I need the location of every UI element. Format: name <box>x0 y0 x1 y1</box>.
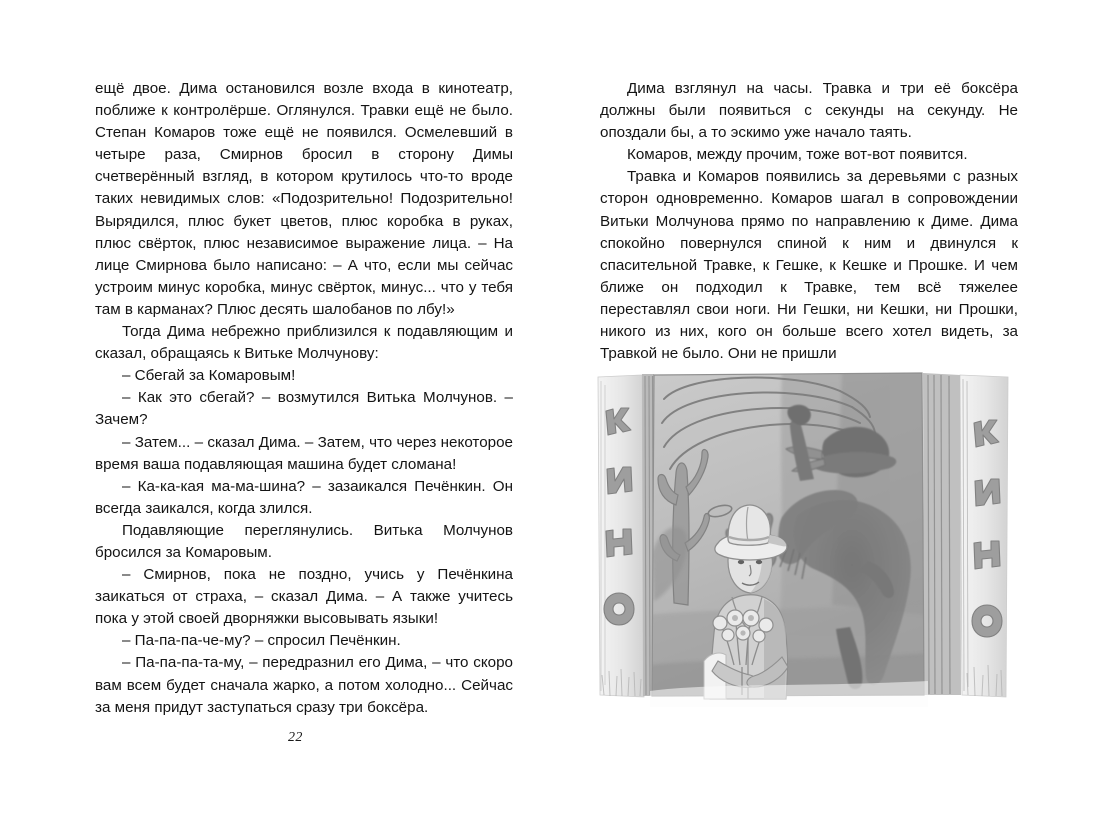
left-text-column <box>95 78 513 719</box>
page-number: 22 <box>288 730 303 745</box>
illustration-svg <box>592 365 1012 707</box>
paragraph: – Па-па-па-та-му, – передразнил его Дима, – что скоро вам всем будет сначала жарко, а потом холодно... Сейчас за меня придут заступаться сразу три боксёра. <box>95 654 513 716</box>
paragraph: – Ка-ка-кая ма-ма-шина? – зазаикался Печёнкин. Он всегда заикался, когда злился. <box>95 477 513 517</box>
paragraph: Травка и Комаров появились за деревьями с разных сторон одновременно. Комаров шагал в сопровождении Витьки Молчунова прямо по направлению к Диме. Дима спокойно повернулся спиной к ним и двинулся к спасительной Травке, к Гешке, к Кешке и Прошке. И чем ближе он подходил к Травке, тем всё тяжелее переставлял свои ноги. Ни Гешки, ни Кешки, ни Прошки, никого из них, кого он больше всего хотел видеть, за Травкой не было. Они не пришли <box>600 168 1018 363</box>
cinema-illustration <box>592 365 1012 707</box>
paragraph: Подавляющие переглянулись. Витька Молчунов бросился за Комаровым. <box>95 521 513 561</box>
paragraph: – Затем... – сказал Дима. – Затем, что через некоторое время ваша подавляющая машина будет сломана! <box>95 433 513 473</box>
paragraph: – Сбегай за Комаровым! <box>122 367 296 385</box>
paragraph: – Смирнов, пока не поздно, учись у Печёнкина заикаться от страха, – сказал Дима. – А также учитесь пока у этой своей дворняжки высовывать языки! <box>95 566 513 628</box>
paper-grain <box>592 365 1012 707</box>
paragraph: Тогда Дима небрежно приблизился к подавляющим и сказал, обращаясь к Витьке Молчунову: <box>95 323 513 363</box>
paragraph: Комаров, между прочим, тоже вот-вот появится. <box>627 146 968 164</box>
paragraph: – Как это сбегай? – возмутился Витька Молчунов. – Зачем? <box>95 389 513 429</box>
right-text-column <box>600 78 1018 365</box>
paragraph: ещё двое. Дима остановился возле входа в кинотеатр, поближе к контролёрше. Оглянулся. Травки ещё не было. Степан Комаров тоже ещё не появился. Осмелевший в четыре раза, Смирнов бросил в сторону Димы счетверённый взгляд, в котором крутилось что-то вроде таких невидимых слов: «Подозрительно! Подозрительно! Вырядился, плюс букет цветов, плюс коробка в руках, плюс свёрток, плюс независимое выражение лица. – На лице Смирнова было написано: – А что, если мы сейчас устроим минус коробка, минус свёрток, минус... что у тебя там в карманах? Плюс десять шалобанов по лбу!» <box>95 80 513 318</box>
paragraph: – Па-па-па-че-му? – спросил Печёнкин. <box>122 632 401 650</box>
paragraph: Дима взглянул на часы. Травка и три её боксёра должны были появиться с секунды на секунду. Не опоздали бы, а то эскимо уже начало таять. <box>600 80 1018 142</box>
